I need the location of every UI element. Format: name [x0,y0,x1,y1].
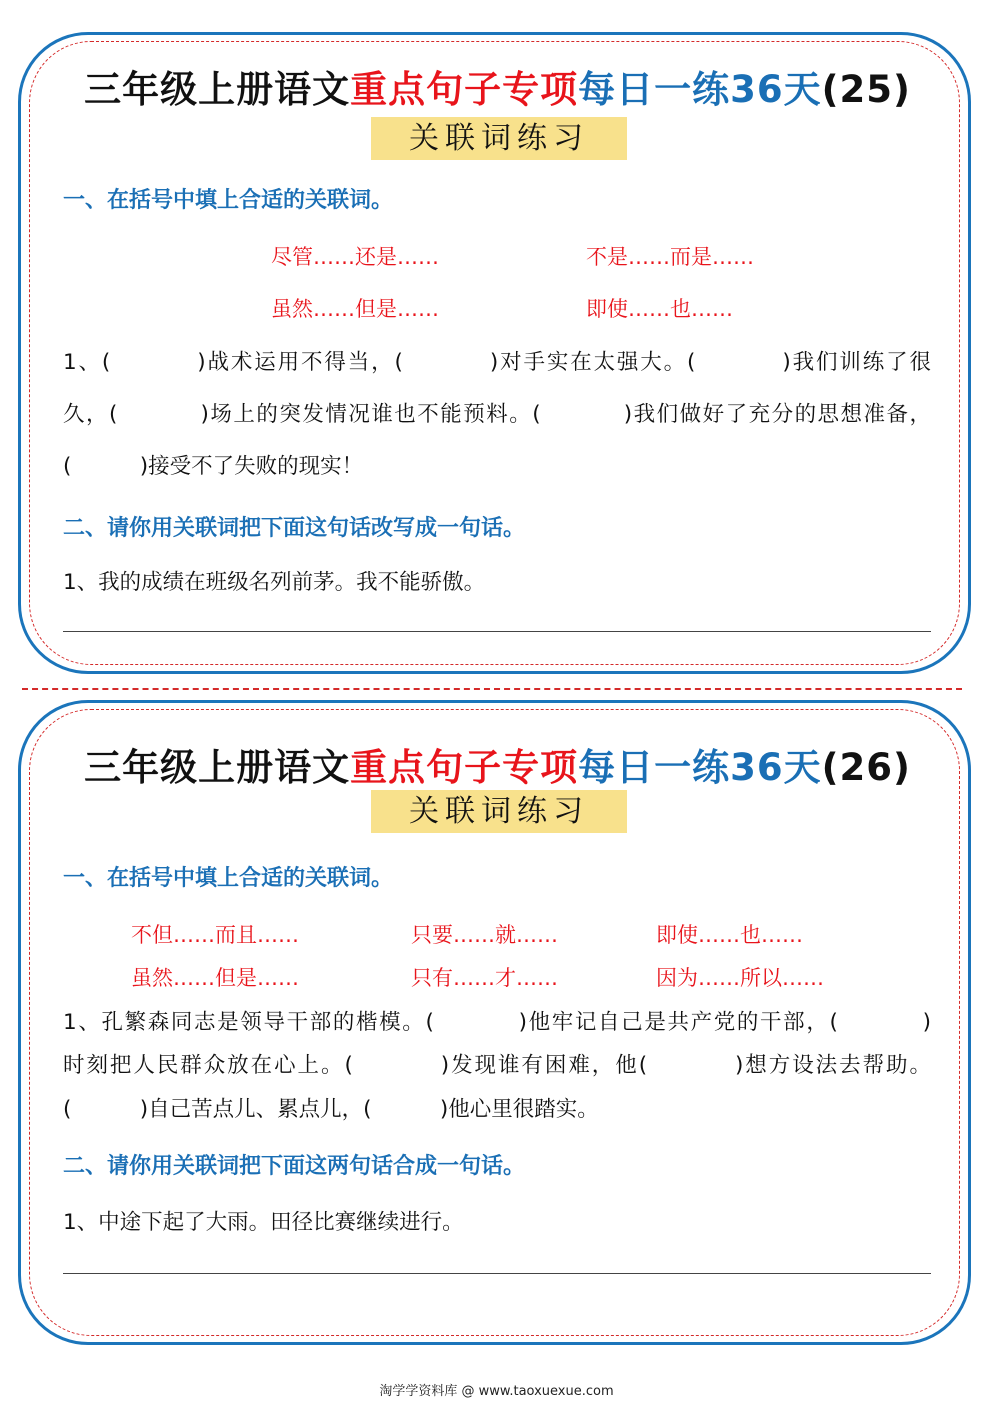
subtitle-badge: 关联词练习 [371,117,627,160]
title-part: 三年级上册语文 [84,746,351,789]
option: 即使……也…… [656,923,803,947]
exercise-line: ( )接受不了失败的现实！ [63,454,364,479]
title-part: 重点句子专项 [350,746,579,789]
title-part: 每日一练36天 [578,746,822,789]
title-part: 三年级上册语文 [84,68,351,111]
title-part: 重点句子专项 [350,68,579,111]
exercise-line: 1、孔繁森同志是领导干部的楷模。( )他牢记自己是共产党的干部，( ) [63,1010,931,1035]
option: 只要……就…… [411,923,558,947]
card-title [65,59,930,113]
section-2-heading: 二、请你用关联词把下面这两句话合成一句话。 [63,1154,526,1179]
option: 尽管……还是…… [271,245,439,269]
worksheet-card-25 [18,32,971,674]
exercise-line: 1、( )战术运用不得当，( )对手实在太强大。( )我们训练了很 [63,350,931,375]
option: 虽然……但是…… [271,297,439,321]
section-1-heading: 一、在括号中填上合适的关联词。 [63,188,394,213]
option: 不是……而是…… [586,245,754,269]
title-number: (26) [821,746,911,789]
section-2-heading: 二、请你用关联词把下面这句话改写成一句话。 [63,516,526,541]
exercise-line: ( )自己苦点儿、累点儿，( )他心里很踏实。 [63,1097,599,1122]
question: 1、我的成绩在班级名列前茅。我不能骄傲。 [63,570,486,595]
separator [22,688,962,690]
card-title [65,737,930,791]
subtitle-badge: 关联词练习 [371,790,627,833]
worksheet-card-26 [18,700,971,1345]
section-1-heading: 一、在括号中填上合适的关联词。 [63,866,394,891]
exercise-line: 时刻把人民群众放在心上。( )发现谁有困难，他( )想方设法去帮助。 [63,1053,931,1078]
question: 1、中途下起了大雨。田径比赛继续进行。 [63,1210,464,1235]
title-part: 每日一练36天 [578,68,822,111]
option: 不但……而且…… [131,923,299,947]
answer-line [63,1273,931,1274]
footer-watermark: 淘学学资料库 @ www.taoxuexue.com [379,1384,614,1399]
option: 只有……才…… [411,966,558,990]
exercise-line: 久，( )场上的突发情况谁也不能预料。( )我们做好了充分的思想准备， [63,402,931,427]
option: 虽然……但是…… [131,966,299,990]
answer-line [63,631,931,632]
option: 因为……所以…… [656,966,824,990]
option: 即使……也…… [586,297,733,321]
title-number: (25) [821,68,911,111]
